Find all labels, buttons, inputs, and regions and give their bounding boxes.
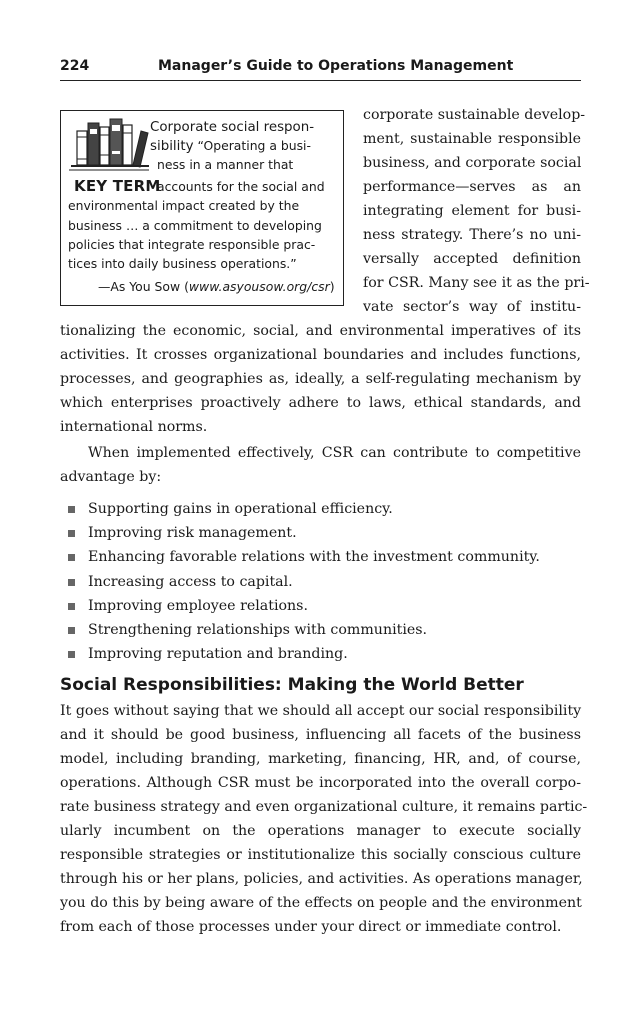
text-line: processes, and geographies as, ideally, a self-regulating mechanism by — [60, 371, 581, 387]
text-line: It goes without saying that we should all accept our social responsibility — [60, 703, 582, 719]
text-line: When implemented effectively, CSR can contribute to competitive — [88, 445, 581, 461]
text-line: corporate sustainable develop- — [363, 107, 586, 123]
text-line: ness strategy. There’s no uni- — [363, 227, 581, 243]
text-line: operations. Although CSR must be incorporated into the overall corpo- — [60, 775, 581, 791]
key-term-box — [60, 110, 344, 306]
text-line: versally accepted definition — [363, 251, 581, 267]
list-item: Improving employee relations. — [68, 594, 588, 618]
text-line: which enterprises proactively adhere to laws, ethical standards, and — [60, 395, 581, 411]
text-line: international norms. — [60, 419, 208, 435]
text-line: ularly incumbent on the operations manager to execute socially — [60, 823, 581, 839]
book-title: Manager’s Guide to Operations Management — [158, 58, 514, 74]
text-line: tionalizing the economic, social, and environmental imperatives of its — [60, 323, 581, 339]
text-line: ment, sustainable responsible — [363, 131, 581, 147]
text-line: responsible strategies or institutionalize this socially conscious culture — [60, 847, 581, 863]
section-heading: Social Responsibilities: Making the World Better — [60, 675, 524, 695]
text-line: rate business strategy and even organizational culture, it remains partic- — [60, 799, 588, 815]
text-line: through his or her plans, policies, and activities. As operations manager, — [60, 871, 583, 887]
text-line: model, including branding, marketing, financing, HR, and, of course, — [60, 751, 581, 767]
list-item: Improving reputation and branding. — [68, 642, 588, 666]
key-term-line: tices into daily business operations.” — [68, 256, 297, 271]
text-line: advantage by: — [60, 469, 162, 485]
bullet-square-icon — [68, 506, 75, 513]
bullet-square-icon — [68, 579, 75, 586]
key-term-line: environmental impact created by the — [68, 198, 300, 213]
bullet-square-icon — [68, 530, 75, 537]
key-term-line: business … a commitment to developing — [68, 218, 322, 233]
key-term-line: sibility “Operating a busi- — [150, 138, 311, 154]
key-term-attribution: —As You Sow (www.asyousow.org/csr) — [98, 279, 335, 294]
key-term-label: KEY TERM — [74, 177, 161, 195]
attribution-url: www.asyousow.org/csr — [188, 279, 330, 294]
key-term-line: Corporate social respon- — [150, 120, 315, 135]
list-item: Improving risk management. — [68, 521, 588, 545]
text-line: and it should be good business, influencing all facets of the business — [60, 727, 581, 743]
bullet-square-icon — [68, 554, 75, 561]
text-line: integrating element for busi- — [363, 203, 581, 219]
text-line: for CSR. Many see it as the pri- — [363, 275, 590, 291]
bullet-square-icon — [68, 627, 75, 634]
books-icon — [69, 115, 149, 175]
key-term-line: accounts for the social and — [157, 179, 325, 194]
page-number: 224 — [60, 58, 90, 74]
bullet-square-icon — [68, 603, 75, 610]
running-header — [60, 56, 581, 81]
text-line: you do this by being aware of the effects on people and the environment — [60, 895, 582, 911]
bullet-square-icon — [68, 651, 75, 658]
text-line: activities. It crosses organizational boundaries and includes functions, — [60, 347, 581, 363]
key-term-line: ness in a manner that — [157, 157, 294, 172]
benefits-list — [68, 497, 588, 666]
text-line: vate sector’s way of institu- — [363, 299, 581, 315]
text-line: from each of those processes under your direct or immediate control. — [60, 919, 562, 935]
list-item: Supporting gains in operational efficiency. — [68, 497, 588, 521]
list-item: Enhancing favorable relations with the investment community. — [68, 545, 588, 569]
list-item: Strengthening relationships with communities. — [68, 618, 588, 642]
text-line: performance—serves as an — [363, 179, 581, 195]
list-item: Increasing access to capital. — [68, 570, 588, 594]
key-term-line: policies that integrate responsible prac- — [68, 237, 316, 252]
text-line: business, and corporate social — [363, 155, 582, 171]
